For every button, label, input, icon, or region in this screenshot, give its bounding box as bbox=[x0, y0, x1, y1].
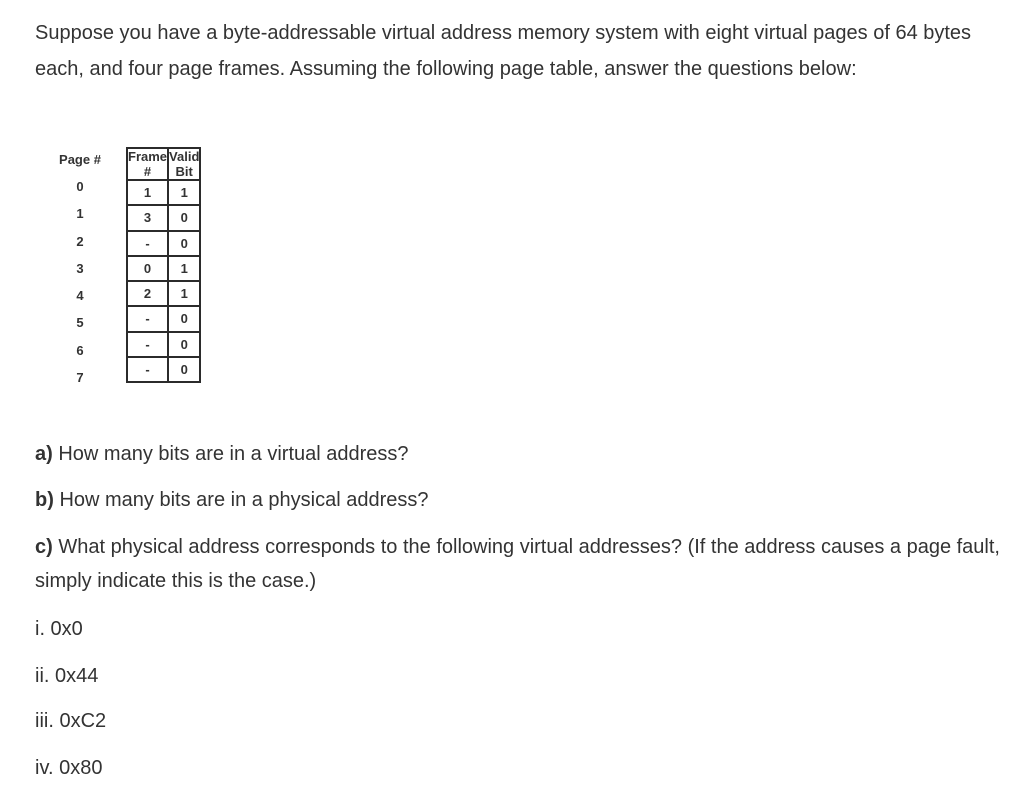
question-a-text: How many bits are in a virtual address? bbox=[58, 443, 409, 465]
table-row bbox=[127, 205, 200, 230]
table-row bbox=[127, 306, 200, 331]
valid-cell: 1 bbox=[168, 256, 200, 281]
page-number-cell: 7 bbox=[76, 369, 84, 385]
valid-cell: 0 bbox=[168, 357, 200, 382]
valid-cell: 0 bbox=[168, 306, 200, 331]
page-table-header-row bbox=[127, 148, 200, 180]
table-row bbox=[127, 231, 200, 256]
question-b-label: b) bbox=[35, 489, 54, 511]
frame-cell: - bbox=[127, 332, 168, 357]
page-number-header: Page # bbox=[59, 152, 101, 167]
frame-cell: 1 bbox=[127, 180, 168, 205]
table-row bbox=[127, 281, 200, 306]
table-row bbox=[127, 357, 200, 382]
page-table bbox=[126, 147, 201, 383]
page-number-cell: 1 bbox=[76, 206, 84, 222]
page-number-cell: 6 bbox=[76, 342, 84, 358]
question-c bbox=[35, 530, 1010, 598]
frame-cell: 3 bbox=[127, 205, 168, 230]
frame-cell: - bbox=[127, 306, 168, 331]
question-b-text: How many bits are in a physical address? bbox=[59, 489, 429, 511]
valid-cell: 0 bbox=[168, 231, 200, 256]
valid-cell: 0 bbox=[168, 332, 200, 357]
page-number-cell: 0 bbox=[76, 179, 84, 194]
frame-cell: 2 bbox=[127, 281, 168, 306]
page-number-cell: 4 bbox=[76, 288, 84, 303]
question-b bbox=[35, 483, 1010, 517]
valid-cell: 1 bbox=[168, 180, 200, 205]
page-number-column bbox=[40, 147, 120, 391]
frame-cell: - bbox=[127, 357, 168, 382]
sub-item-iv: iv. 0x80 bbox=[35, 757, 103, 779]
page-number-cell: 5 bbox=[76, 315, 84, 331]
sub-item-iii: iii. 0xC2 bbox=[35, 710, 107, 732]
sub-item-i: i. 0x0 bbox=[35, 618, 83, 640]
table-row bbox=[127, 256, 200, 281]
sub-item-ii: ii. 0x44 bbox=[35, 665, 99, 687]
question-c-text: What physical address corresponds to the following virtual addresses? (If the address causes a page fault, simply indicate this is the case.) bbox=[35, 536, 1000, 592]
frame-cell: 0 bbox=[127, 256, 168, 281]
table-row bbox=[127, 180, 200, 205]
valid-bit-header: Valid Bit bbox=[169, 149, 200, 179]
table-row bbox=[127, 332, 200, 357]
problem-intro: Suppose you have a byte-addressable virtual address memory system with eight virtual pages of 64 bytes each, and four page frames. Assuming the following page table, answer the questions below: bbox=[35, 22, 972, 80]
valid-cell: 1 bbox=[168, 281, 200, 306]
frame-cell: - bbox=[127, 231, 168, 256]
question-a-label: a) bbox=[35, 443, 53, 465]
valid-cell: 0 bbox=[168, 205, 200, 230]
question-a bbox=[35, 437, 1010, 471]
page-number-cell: 3 bbox=[76, 260, 84, 276]
page-number-cell: 2 bbox=[76, 233, 84, 249]
frame-number-header: Frame # bbox=[128, 149, 168, 179]
question-c-label: c) bbox=[35, 536, 53, 558]
